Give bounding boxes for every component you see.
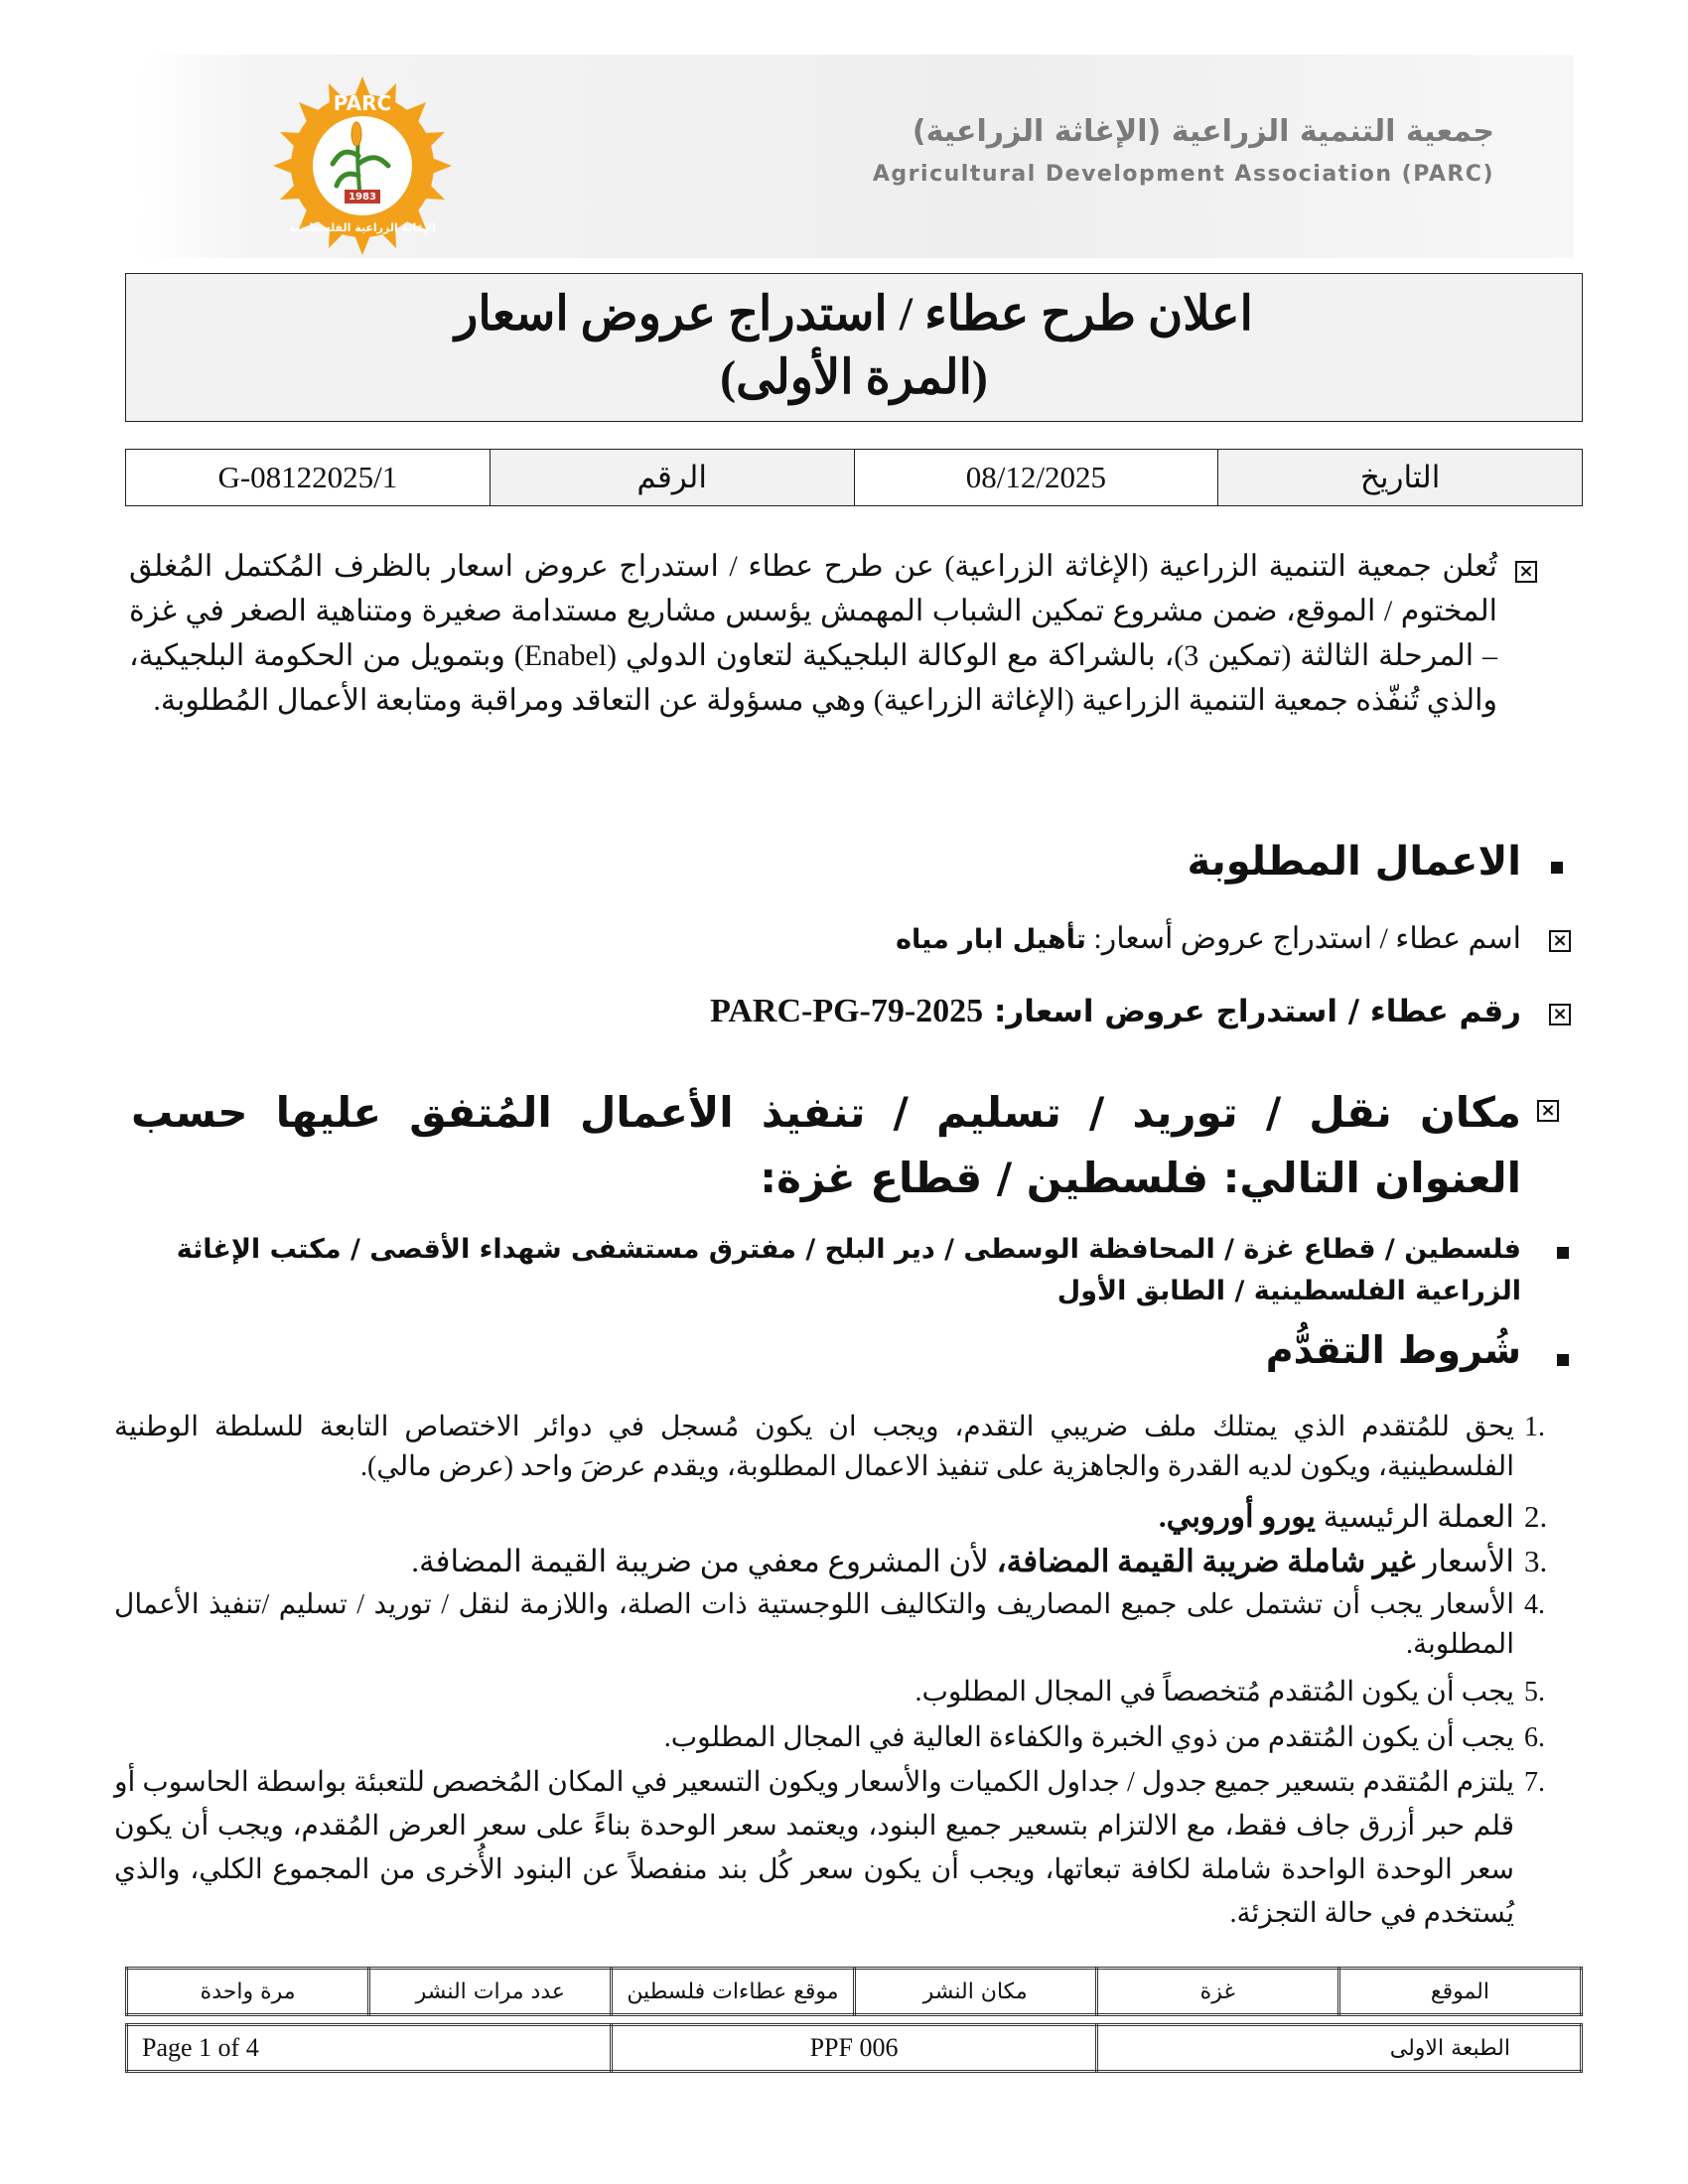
condition-text: يلتزم المُتقدم بتسعير جميع جدول / جداول الكميات والأسعار ويكون التسعير في المكان المُخصص للتعبئة بواسطة الحاسوب أو قلم حبر أزرق جاف فقط، مع الالتزام بتسعير جميع البنود، ويعتمد سعر الوحدة بناءً على سعر العرض المُقدم، ويجب أن يكون سعر الوحدة الواحدة شاملة لكافة تبعاتها، ويجب أن يكون سعر كُل بند منفصلاً عن البنود الأُخرى من المجموع الكلي، والذي يُستخدم في حالة التجزئة.	[114, 1767, 1514, 1929]
condition-number: 6.	[1524, 1722, 1545, 1753]
location-address: فلسطين / قطاع غزة / المحافظة الوسطى / دير البلح / مفترق مستشفى شهداء الأقصى / مكتب الإغاثة الزراعية الفلسطينية / الطابق الأول	[176, 1234, 1521, 1306]
logo-letters: PARC	[333, 91, 392, 115]
condition-text-bold: غير شاملة ضريبة القيمة المضافة،	[996, 1544, 1416, 1578]
conditions-heading: شُروط التقدُّم	[1265, 1328, 1521, 1372]
parc-logo	[213, 74, 511, 258]
works-heading: الاعمال المطلوبة	[1187, 839, 1521, 885]
condition-item-2	[114, 1497, 1574, 1537]
condition-number: 3.	[1524, 1544, 1548, 1578]
date-value: 08/12/2025	[854, 450, 1218, 506]
number-value: G-08122025/1	[126, 450, 491, 506]
condition-number: 7.	[1524, 1767, 1545, 1798]
square-bullet-icon	[1557, 1247, 1569, 1259]
checkbox-bullet-icon: ×	[1549, 1004, 1571, 1025]
footer-location-label: الموقع	[1338, 1969, 1581, 2015]
checkbox-bullet-icon: ×	[1515, 561, 1537, 583]
condition-number: 2.	[1524, 1499, 1548, 1534]
footer-location-value: غزة	[1096, 1969, 1338, 2015]
org-name-arabic: جمعية التنمية الزراعية (الإغاثة الزراعية)	[912, 114, 1494, 149]
announcement-subtitle: (المرة الأولى)	[720, 351, 988, 404]
logo-year: 1983	[349, 192, 376, 203]
tender-name-label: اسم عطاء / استدراج عروض أسعار:	[1093, 922, 1521, 955]
logo-ring-text: الإغاثة الزراعية الفلسطينية	[289, 221, 436, 234]
location-heading: مكان نقل / توريد / تسليم / تنفيذ الأعمال المُتفق عليها حسب العنوان التالي: فلسطين / قطاع غزة:	[131, 1088, 1521, 1202]
date-label: التاريخ	[1218, 450, 1583, 506]
footer-publish-count-value: مرة واحدة	[127, 1969, 369, 2015]
page-number: Page 1 of 4	[127, 2025, 612, 2072]
announcement-title: اعلان طرح عطاء / استدراج عروض اسعار	[455, 288, 1253, 341]
condition-text: يحق للمُتقدم الذي يمتلك ملف ضريبي التقدم، ويجب ان يكون مُسجل في دوائر الاختصاص التابعة للسلطة الوطنية الفلسطينية، ويكون لديه القدرة والجاهزية على تنفيذ الاعمال المطلوبة، ويقدم عرضَ واحد (عرض مالي).	[114, 1412, 1514, 1482]
condition-text: الأسعار	[1415, 1544, 1514, 1578]
number-label: الرقم	[490, 450, 854, 506]
tender-number-value: PARC-PG-79-2025	[710, 993, 984, 1029]
condition-text: العملة الرئيسية	[1315, 1499, 1514, 1534]
condition-number: 4.	[1524, 1589, 1545, 1620]
condition-number: 1.	[1524, 1412, 1545, 1442]
checkbox-bullet-icon: ×	[1549, 930, 1571, 952]
footer-publish-place-value: موقع عطاءات فلسطين	[612, 1969, 854, 2015]
condition-text: الأسعار يجب أن تشتمل على جميع المصاريف والتكاليف اللوجستية ذات الصلة، واللازمة لنقل / توريد / تسليم /تنفيذ الأعمال المطلوبة.	[114, 1589, 1514, 1660]
condition-item-5	[114, 1673, 1574, 1712]
condition-number: 5.	[1524, 1677, 1545, 1707]
publication-table	[125, 1967, 1583, 2016]
condition-item-6	[114, 1718, 1574, 1758]
condition-item-1	[114, 1408, 1574, 1487]
condition-text-bold: يورو أوروبي.	[1158, 1499, 1316, 1534]
tender-name-line	[896, 921, 1521, 956]
tender-number-label: رقم عطاء / استدراج عروض اسعار:	[993, 994, 1521, 1029]
checkbox-bullet-icon: ×	[1537, 1100, 1559, 1122]
edition-text: الطبعة الاولى	[1096, 2025, 1581, 2072]
tender-number-line	[710, 993, 1521, 1030]
condition-item-4	[114, 1585, 1574, 1665]
org-name-english: Agricultural Development Association (PARC)	[872, 162, 1494, 187]
condition-text: يجب أن يكون المُتقدم مُتخصصاً في المجال المطلوب.	[914, 1677, 1514, 1707]
page-footer-table	[125, 2023, 1583, 2073]
condition-text: يجب أن يكون المُتقدم من ذوي الخبرة والكفاءة العالية في المجال المطلوب.	[663, 1722, 1514, 1753]
meta-table	[125, 449, 1583, 506]
intro-paragraph: تُعلن جمعية التنمية الزراعية (الإغاثة الزراعية) عن طرح عطاء / استدراج عروض اسعار بالظرف المُكتمل المُغلق المختوم / الموقع، ضمن مشروع تمكين الشباب المهمش يؤسس مشاريع مستدامة صغيرة ومتناهية الصغر في غزة – المرحلة الثالثة (تمكين 3)، بالشراكة مع الوكالة البلجيكية لتعاون الدولي (Enabel) وبتمويل من الحكومة البلجيكية، والذي تُنفّذه جمعية التنمية الزراعية (الإغاثة الزراعية) وهي مسؤولة عن التعاقد ومراقبة ومتابعة الأعمال المُطلوبة.	[129, 550, 1497, 717]
condition-text: لأن المشروع معفي من ضريبة القيمة المضافة.	[411, 1544, 997, 1578]
footer-publish-place-label: مكان النشر	[854, 1969, 1096, 2015]
square-bullet-icon	[1557, 1354, 1569, 1366]
square-bullet-icon	[1551, 862, 1563, 874]
footer-publish-count-label: عدد مرات النشر	[369, 1969, 612, 2015]
title-box	[125, 273, 1583, 422]
condition-item-3	[114, 1542, 1574, 1581]
tender-name-value: تأهيل ابار مياه	[896, 924, 1086, 955]
condition-item-7	[114, 1761, 1574, 1936]
form-code: PPF 006	[612, 2025, 1096, 2072]
